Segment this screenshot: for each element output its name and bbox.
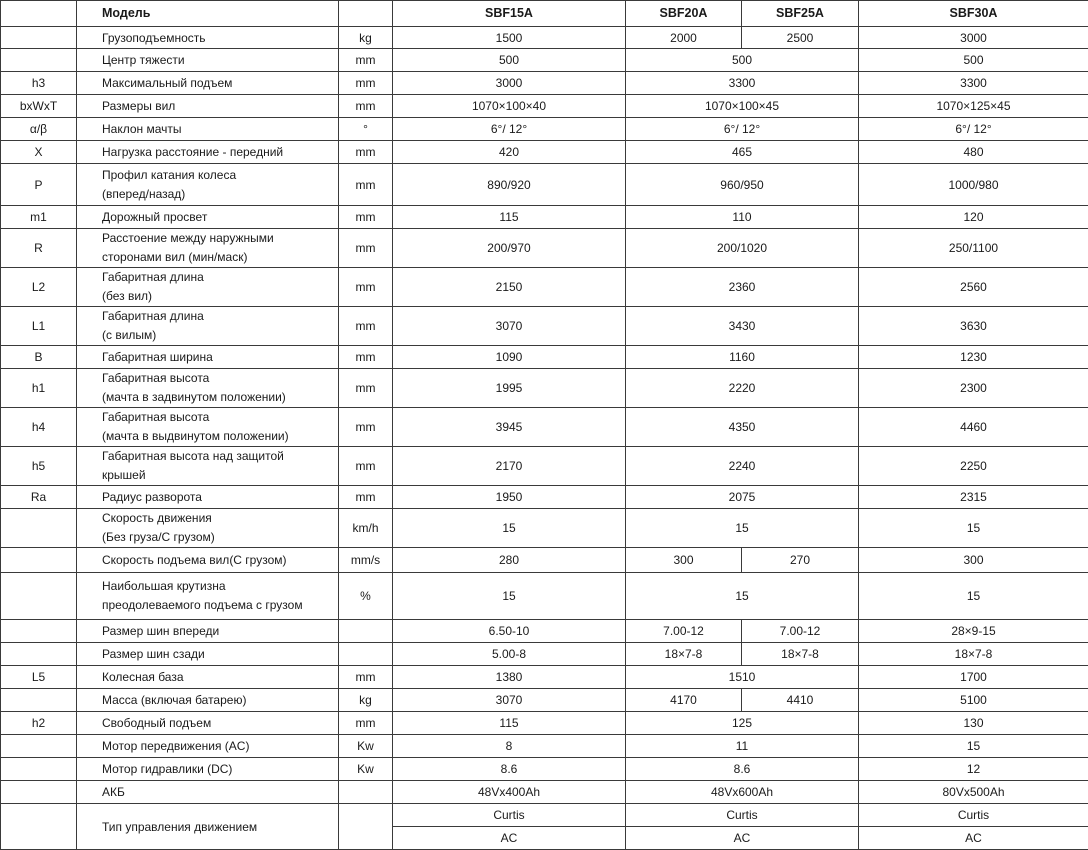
value-sbf15a: 3945: [393, 408, 626, 447]
spec-row: [1, 27, 1088, 49]
row-symbol: [1, 548, 77, 573]
row-parameter: [77, 229, 339, 268]
value-sbf30a: 500: [859, 49, 1088, 72]
value-sbf15a: 3070: [393, 689, 626, 712]
row-parameter-line: (мачта в выдвинутом положении): [102, 427, 336, 446]
row-unit: mm: [339, 666, 393, 689]
row-parameter: Скорость подъема вил(С грузом): [77, 548, 339, 573]
spec-row: [1, 666, 1088, 689]
model-header-sbf15a: SBF15A: [393, 1, 626, 27]
row-parameter-line: Наибольшая крутизна: [102, 577, 336, 596]
model-header-sbf30a: SBF30A: [859, 1, 1088, 27]
spec-row: [1, 268, 1088, 307]
value-sbf30a: 250/1100: [859, 229, 1088, 268]
value-sbf30a: 3000: [859, 27, 1088, 49]
header-symbol-cell: [1, 1, 77, 27]
value-sbf20a-sbf25a: 11: [626, 735, 859, 758]
row-symbol: L5: [1, 666, 77, 689]
spec-row: [1, 620, 1088, 643]
control-sbf30a-line1: Curtis: [859, 804, 1088, 827]
value-sbf15a: 500: [393, 49, 626, 72]
value-sbf30a: 18×7-8: [859, 643, 1088, 666]
value-sbf15a: 1995: [393, 369, 626, 408]
spec-row: [1, 509, 1088, 548]
row-parameter: Размер шин впереди: [77, 620, 339, 643]
value-sbf15a: 3000: [393, 72, 626, 95]
value-sbf15a: 1070×100×40: [393, 95, 626, 118]
header-param-label: Модель: [77, 1, 339, 27]
value-sbf20a-sbf25a: 2240: [626, 447, 859, 486]
row-parameter: Грузоподъемность: [77, 27, 339, 49]
value-sbf15a: 1380: [393, 666, 626, 689]
value-sbf15a: 8.6: [393, 758, 626, 781]
value-sbf30a: 6°/ 12°: [859, 118, 1088, 141]
row-parameter: Наклон мачты: [77, 118, 339, 141]
row-unit: Kw: [339, 758, 393, 781]
row-parameter-line: Скорость движения: [102, 509, 336, 528]
row-parameter-line: Габаритная высота над защитой: [102, 447, 336, 466]
row-unit: mm: [339, 95, 393, 118]
row-unit: [339, 643, 393, 666]
value-sbf20a-sbf25a: 3300: [626, 72, 859, 95]
row-parameter: [77, 268, 339, 307]
value-sbf30a: 1230: [859, 346, 1088, 369]
value-sbf15a: 6.50-10: [393, 620, 626, 643]
value-sbf30a: 4460: [859, 408, 1088, 447]
value-sbf20a: 7.00-12: [626, 620, 742, 643]
row-unit: mm: [339, 206, 393, 229]
row-symbol: h2: [1, 712, 77, 735]
spec-row: [1, 573, 1088, 620]
row-symbol: [1, 573, 77, 620]
row-symbol: h5: [1, 447, 77, 486]
row-unit: mm: [339, 346, 393, 369]
value-sbf20a: 2000: [626, 27, 742, 49]
spec-row: [1, 712, 1088, 735]
value-sbf30a: 15: [859, 735, 1088, 758]
value-sbf20a: 18×7-8: [626, 643, 742, 666]
row-parameter-line: (без вил): [102, 287, 336, 306]
value-sbf20a-sbf25a: 2360: [626, 268, 859, 307]
row-parameter: [77, 573, 339, 620]
row-parameter-line: Габаритная высота: [102, 408, 336, 427]
row-parameter-line: сторонами вил (мин/маск): [102, 248, 336, 267]
value-sbf25a: 4410: [742, 689, 859, 712]
control-sbf15a-line2: AC: [393, 827, 626, 850]
value-sbf15a: 1500: [393, 27, 626, 49]
row-symbol: [1, 758, 77, 781]
value-sbf15a: 1950: [393, 486, 626, 509]
value-sbf20a: 300: [626, 548, 742, 573]
value-sbf20a-sbf25a: 465: [626, 141, 859, 164]
row-parameter: [77, 164, 339, 206]
row-unit: kg: [339, 27, 393, 49]
spec-row: [1, 758, 1088, 781]
control-sbf15a-line1: Curtis: [393, 804, 626, 827]
row-parameter: Тип управления движением: [77, 804, 339, 850]
row-symbol: L1: [1, 307, 77, 346]
spec-row: [1, 229, 1088, 268]
row-parameter: АКБ: [77, 781, 339, 804]
row-unit: [339, 620, 393, 643]
value-sbf30a: 130: [859, 712, 1088, 735]
row-unit: mm: [339, 229, 393, 268]
value-sbf15a: 3070: [393, 307, 626, 346]
value-sbf20a-sbf25a: 4350: [626, 408, 859, 447]
row-unit: °: [339, 118, 393, 141]
spec-row: [1, 735, 1088, 758]
value-sbf30a: 15: [859, 509, 1088, 548]
value-sbf25a: 18×7-8: [742, 643, 859, 666]
row-parameter-line: преодолеваемого подъема с грузом: [102, 596, 336, 615]
value-sbf30a: 120: [859, 206, 1088, 229]
row-parameter: Колесная база: [77, 666, 339, 689]
row-parameter-line: (вперед/назад): [102, 185, 336, 204]
row-unit: mm: [339, 408, 393, 447]
spec-row: [1, 141, 1088, 164]
value-sbf30a: 1000/980: [859, 164, 1088, 206]
value-sbf30a: 1070×125×45: [859, 95, 1088, 118]
row-symbol: [1, 509, 77, 548]
row-parameter: Размеры вил: [77, 95, 339, 118]
value-sbf30a: 12: [859, 758, 1088, 781]
row-unit: mm: [339, 268, 393, 307]
header-unit-cell: [339, 1, 393, 27]
spec-row: [1, 689, 1088, 712]
value-sbf20a-sbf25a: 500: [626, 49, 859, 72]
control-sbf20a-sbf25a-line2: AC: [626, 827, 859, 850]
value-sbf20a-sbf25a: 125: [626, 712, 859, 735]
row-symbol: X: [1, 141, 77, 164]
value-sbf20a-sbf25a: 3430: [626, 307, 859, 346]
row-symbol: α/β: [1, 118, 77, 141]
value-sbf15a: 15: [393, 509, 626, 548]
row-symbol: bxWxT: [1, 95, 77, 118]
row-unit: mm: [339, 164, 393, 206]
row-parameter-line: Профил катания колеса: [102, 166, 336, 185]
row-parameter-line: (мачта в задвинутом положении): [102, 388, 336, 407]
spec-row: [1, 369, 1088, 408]
row-parameter: [77, 509, 339, 548]
row-parameter-line: крышей: [102, 466, 336, 485]
row-unit: mm: [339, 486, 393, 509]
value-sbf20a-sbf25a: 48Vx600Ah: [626, 781, 859, 804]
row-symbol: [1, 781, 77, 804]
row-parameter-line: (Без груза/С грузом): [102, 528, 336, 547]
row-symbol: [1, 620, 77, 643]
row-parameter-line: Расстоение между наружными: [102, 229, 336, 248]
row-parameter: [77, 369, 339, 408]
row-symbol: [1, 49, 77, 72]
value-sbf15a: 8: [393, 735, 626, 758]
spec-row: [1, 643, 1088, 666]
row-unit: mm: [339, 447, 393, 486]
row-unit: mm: [339, 712, 393, 735]
spec-row: [1, 72, 1088, 95]
value-sbf20a-sbf25a: 1070×100×45: [626, 95, 859, 118]
value-sbf30a: 2300: [859, 369, 1088, 408]
row-parameter-line: (с вилым): [102, 326, 336, 345]
row-parameter-line: Габаритная длина: [102, 307, 336, 326]
value-sbf20a-sbf25a: 15: [626, 573, 859, 620]
value-sbf20a-sbf25a: 15: [626, 509, 859, 548]
value-sbf20a-sbf25a: 200/1020: [626, 229, 859, 268]
row-parameter: Свободный подъем: [77, 712, 339, 735]
row-parameter: Размер шин сзади: [77, 643, 339, 666]
value-sbf30a: 80Vx500Ah: [859, 781, 1088, 804]
value-sbf15a: 890/920: [393, 164, 626, 206]
spec-row: [1, 781, 1088, 804]
value-sbf15a: 2170: [393, 447, 626, 486]
value-sbf15a: 6°/ 12°: [393, 118, 626, 141]
spec-row: [1, 408, 1088, 447]
value-sbf15a: 1090: [393, 346, 626, 369]
row-symbol: L2: [1, 268, 77, 307]
spec-table-body: [1, 1, 1088, 850]
row-symbol: P: [1, 164, 77, 206]
spec-row: [1, 95, 1088, 118]
row-parameter-line: Габаритная длина: [102, 268, 336, 287]
header-row: [1, 1, 1088, 27]
control-sbf30a-line2: AC: [859, 827, 1088, 850]
value-sbf30a: 480: [859, 141, 1088, 164]
spec-row: [1, 118, 1088, 141]
spec-row: [1, 307, 1088, 346]
value-sbf20a-sbf25a: 8.6: [626, 758, 859, 781]
row-symbol: h4: [1, 408, 77, 447]
row-unit: mm/s: [339, 548, 393, 573]
value-sbf25a: 270: [742, 548, 859, 573]
row-parameter: [77, 408, 339, 447]
row-symbol: [1, 689, 77, 712]
row-parameter: [77, 307, 339, 346]
row-parameter: Мотор передвижения (AC): [77, 735, 339, 758]
row-unit: [339, 781, 393, 804]
spec-row: [1, 447, 1088, 486]
model-header-sbf25a: SBF25A: [742, 1, 859, 27]
row-symbol: [1, 643, 77, 666]
value-sbf15a: 15: [393, 573, 626, 620]
spec-row: [1, 486, 1088, 509]
value-sbf20a-sbf25a: 1160: [626, 346, 859, 369]
value-sbf30a: 15: [859, 573, 1088, 620]
spec-row: [1, 164, 1088, 206]
value-sbf30a: 300: [859, 548, 1088, 573]
value-sbf15a: 200/970: [393, 229, 626, 268]
row-parameter-line: Габаритная высота: [102, 369, 336, 388]
value-sbf15a: 420: [393, 141, 626, 164]
value-sbf15a: 280: [393, 548, 626, 573]
model-header-sbf20a: SBF20A: [626, 1, 742, 27]
row-unit: mm: [339, 141, 393, 164]
row-unit: mm: [339, 72, 393, 95]
row-parameter: Масса (включая батарею): [77, 689, 339, 712]
row-unit: km/h: [339, 509, 393, 548]
value-sbf30a: 2250: [859, 447, 1088, 486]
value-sbf15a: 115: [393, 206, 626, 229]
value-sbf30a: 2315: [859, 486, 1088, 509]
row-unit: mm: [339, 369, 393, 408]
row-symbol: m1: [1, 206, 77, 229]
row-parameter: Максимальный подъем: [77, 72, 339, 95]
spec-row: [1, 548, 1088, 573]
value-sbf25a: 7.00-12: [742, 620, 859, 643]
row-unit: kg: [339, 689, 393, 712]
value-sbf30a: 3630: [859, 307, 1088, 346]
row-parameter: [77, 447, 339, 486]
row-symbol: Ra: [1, 486, 77, 509]
value-sbf25a: 2500: [742, 27, 859, 49]
row-symbol: B: [1, 346, 77, 369]
spec-row: [1, 346, 1088, 369]
value-sbf30a: 28×9-15: [859, 620, 1088, 643]
value-sbf20a-sbf25a: 1510: [626, 666, 859, 689]
value-sbf20a-sbf25a: 110: [626, 206, 859, 229]
value-sbf15a: 115: [393, 712, 626, 735]
row-unit: Kw: [339, 735, 393, 758]
row-unit: mm: [339, 49, 393, 72]
value-sbf15a: 5.00-8: [393, 643, 626, 666]
row-parameter: Радиус разворота: [77, 486, 339, 509]
row-parameter: Габаритная ширина: [77, 346, 339, 369]
value-sbf20a-sbf25a: 6°/ 12°: [626, 118, 859, 141]
row-parameter: Дорожный просвет: [77, 206, 339, 229]
row-symbol: h1: [1, 369, 77, 408]
row-unit: mm: [339, 307, 393, 346]
row-parameter: Нагрузка расстояние - передний: [77, 141, 339, 164]
value-sbf15a: 2150: [393, 268, 626, 307]
value-sbf30a: 3300: [859, 72, 1088, 95]
value-sbf15a: 48Vx400Ah: [393, 781, 626, 804]
spec-row: [1, 206, 1088, 229]
row-unit: %: [339, 573, 393, 620]
value-sbf30a: 2560: [859, 268, 1088, 307]
value-sbf20a-sbf25a: 2220: [626, 369, 859, 408]
row-symbol: R: [1, 229, 77, 268]
row-parameter: Центр тяжести: [77, 49, 339, 72]
value-sbf20a-sbf25a: 960/950: [626, 164, 859, 206]
value-sbf30a: 5100: [859, 689, 1088, 712]
row-unit: [339, 804, 393, 850]
row-parameter: Мотор гидравлики (DC): [77, 758, 339, 781]
row-symbol: h3: [1, 72, 77, 95]
row-symbol: [1, 804, 77, 850]
spec-row-control-line1: [1, 804, 1088, 827]
row-symbol: [1, 27, 77, 49]
control-sbf20a-sbf25a-line1: Curtis: [626, 804, 859, 827]
value-sbf20a-sbf25a: 2075: [626, 486, 859, 509]
spec-row: [1, 49, 1088, 72]
row-symbol: [1, 735, 77, 758]
value-sbf30a: 1700: [859, 666, 1088, 689]
value-sbf20a: 4170: [626, 689, 742, 712]
